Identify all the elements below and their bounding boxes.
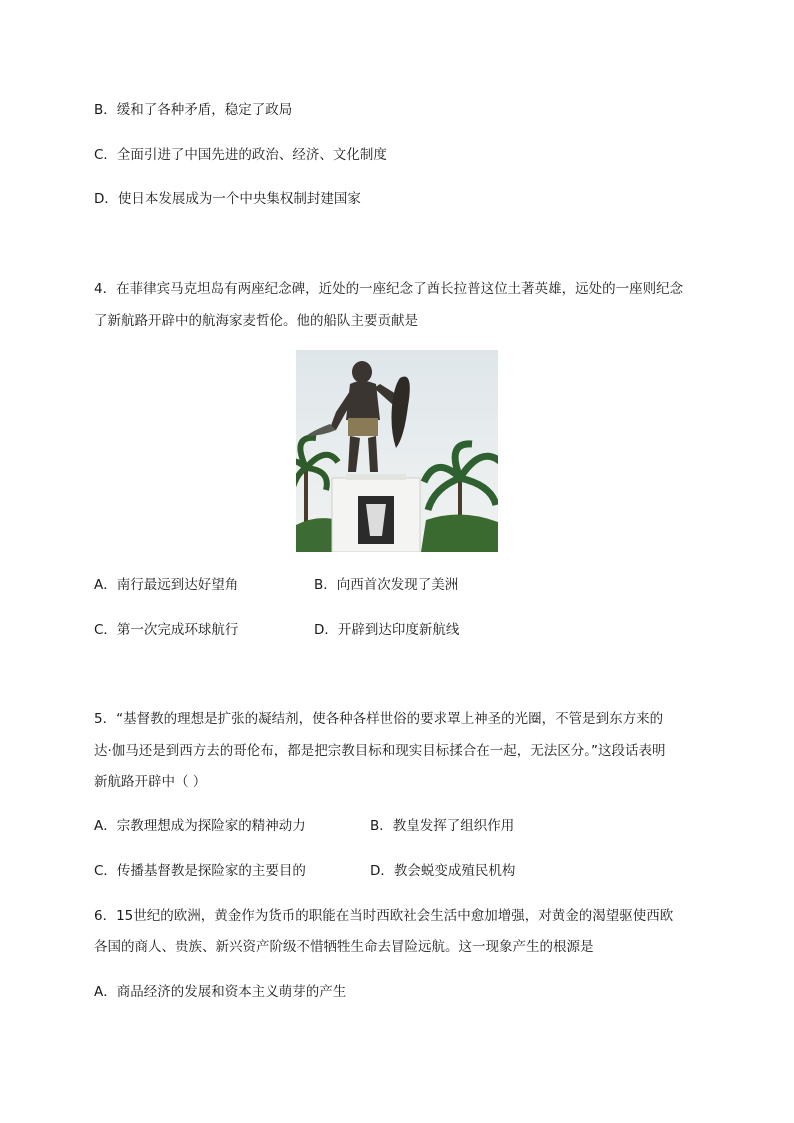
lapu-lapu-statue-photo (296, 350, 498, 552)
q4-option-b: B．向西首次发现了美洲 (314, 577, 459, 593)
q4-stem-line2: 了新航路开辟中的航海家麦哲伦。他的船队主要贡献是 (94, 313, 418, 329)
q4-option-d: D．开辟到达印度新航线 (314, 622, 460, 638)
q6-stem-line2: 各国的商人、贵族、新兴资产阶级不惜牺牲生命去冒险远航。这一现象产生的根源是 (94, 939, 594, 955)
q3-option-b: B．缓和了各种矛盾，稳定了政局 (94, 102, 293, 118)
q4-option-c: C．第一次完成环球航行 (94, 622, 239, 638)
statue-pedestal (332, 474, 420, 552)
q6-stem-line1: 6．15世纪的欧洲，黄金作为货币的职能在当时西欧社会生活中愈加增强，对黄金的渴望驱使西欧 (94, 908, 674, 924)
q4-stem-line1: 4．在菲律宾马克坦岛有两座纪念碑，近处的一座纪念了酋长拉普这位土著英雄，远处的一座则纪念 (94, 281, 684, 297)
q5-option-c: C．传播基督教是探险家的主要目的 (94, 863, 306, 879)
q5-option-b: B．教皇发挥了组织作用 (370, 818, 515, 834)
q5-option-a: A．宗教理想成为探险家的精神动力 (94, 818, 306, 834)
q4-option-a: A．南行最远到达好望角 (94, 577, 239, 593)
q3-option-d: D．使日本发展成为一个中央集权制封建国家 (94, 191, 361, 207)
q6-option-a: A．商品经济的发展和资本主义萌芽的产生 (94, 984, 347, 1000)
q5-stem-line2: 达·伽马还是到西方去的哥伦布，都是把宗教目标和现实目标揉合在一起，无法区分。”这段话表明 (94, 743, 666, 759)
q5-stem-line3: 新航路开辟中（ ） (94, 774, 207, 790)
q3-option-c: C．全面引进了中国先进的政治、经济、文化制度 (94, 147, 387, 163)
q5-stem-line1: 5．“基督教的理想是扩张的凝结剂，使各种各样世俗的要求罩上神圣的光圈，不管是到东方来的 (94, 711, 664, 727)
q5-option-d: D．教会蜕变成殖民机构 (370, 863, 516, 879)
